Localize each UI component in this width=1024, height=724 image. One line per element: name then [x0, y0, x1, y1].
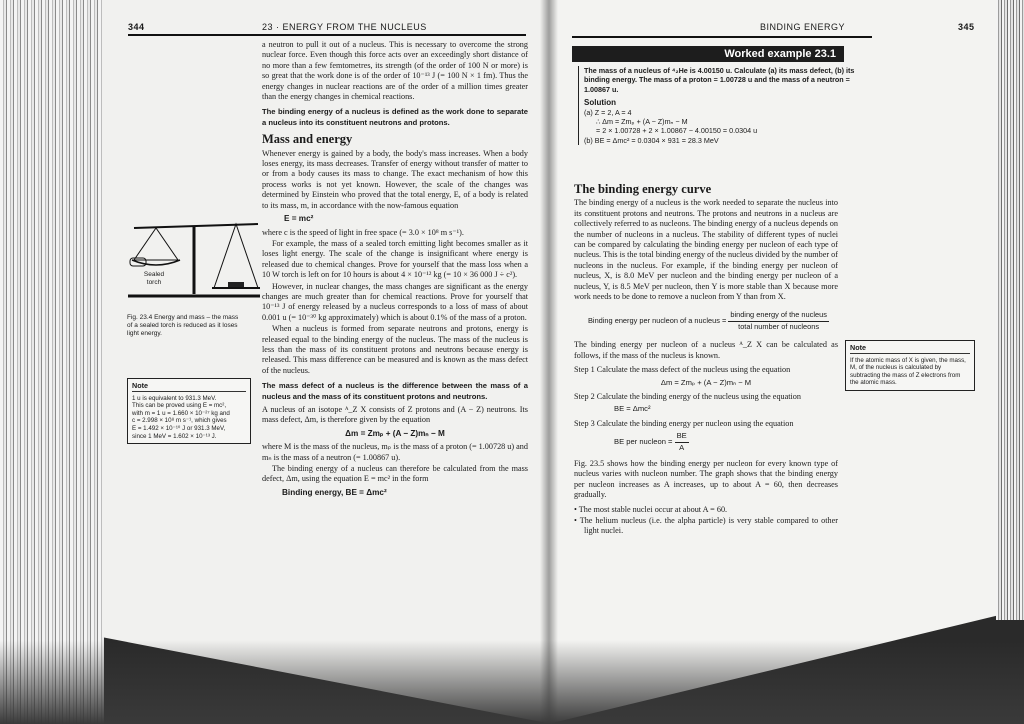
- equation-binding-energy: Binding energy, BE = Δmc²: [282, 487, 387, 497]
- equation-emc2: E = mc²: [284, 214, 314, 224]
- solution-line: = 2 × 1.00728 + 2 × 1.00867 − 4.00150 = 0.0304 u: [596, 126, 758, 136]
- step-1-equation: Δm = Zmₚ + (A − Z)mₙ − M: [660, 377, 752, 387]
- note-line: 1 u is equivalent to 931.3 MeV.: [132, 394, 217, 402]
- header-rule-left: [128, 34, 526, 36]
- note-line: This can be proved using E = mc²,: [132, 402, 227, 410]
- step-2: Step 2 Calculate the binding energy of the nucleus using the equation: [574, 391, 801, 401]
- solution-label: Solution: [584, 98, 616, 108]
- equation-mass-defect: Δm = Zmₚ + (A − Z)mₙ − M: [345, 428, 445, 438]
- definition-binding-energy: The binding energy of a nucleus is defined as the work done to separate a nucleus into its constituent neutrons and protons.: [262, 107, 528, 127]
- step-1: Step 1 Calculate the mass defect of the nucleus using the equation: [574, 365, 791, 375]
- where-paragraph: where M is the mass of the nucleus, mₚ is the mass of a proton (= 1.00728 u) and mₙ is the mass of a neutron (= 1.00867 u).: [262, 442, 528, 462]
- curve-paragraph: Fig. 23.5 shows how the binding energy per nucleon for every known type of nucleus varies with nucleon number. The graph shows that the binding energy per nucleon increases as A increases, up to about A = 60, then decreases gradually.: [574, 458, 838, 500]
- note-box-left: [127, 378, 251, 444]
- section-heading-mass-energy: Mass and energy: [262, 132, 353, 147]
- formula-denominator: total number of nucleons: [738, 321, 820, 331]
- step-3-numerator: BE: [675, 431, 689, 442]
- curve-paragraph: The binding energy per nucleon of a nucleus ᴬ_Z X can be calculated as follows, if the mass of the nucleus is known.: [574, 340, 838, 360]
- right-main-column: [574, 178, 838, 538]
- page-number-left: 344: [128, 22, 145, 32]
- formula-fraction: [728, 310, 829, 332]
- worked-example-banner: Worked example 23.1: [572, 46, 844, 62]
- definition-mass-defect: The mass defect of a nucleus is the difference between the mass of a nucleus and the mass of its constituent protons and neutrons.: [262, 381, 528, 401]
- step-3: Step 3 Calculate the binding energy per nucleon using the equation: [574, 418, 794, 428]
- formula-numerator: binding energy of the nucleus: [728, 310, 829, 321]
- formula-binding-per-nucleon: [588, 310, 838, 332]
- note-line: E = 1.492 × 10⁻¹⁰ J or 931.3 MeV,: [132, 424, 226, 432]
- mass-energy-paragraph: When a nucleus is formed from separate neutrons and protons, energy is released equal to the binding energy of the nucleus. The mass of the nucleus is less than the mass of its constituent protons and neutrons because energy is released. This mass difference can be measured and is known as the mass defect of the nucleus.: [262, 324, 528, 375]
- solution-line: (a) Z = 2, A = 4: [584, 107, 632, 117]
- step-3-fraction: [675, 431, 689, 453]
- note-line: c = 2.998 × 10⁸ m s⁻¹, which gives: [132, 417, 227, 425]
- page-number-right: 345: [958, 22, 975, 32]
- running-header-left: 23 · ENERGY FROM THE NUCLEUS: [262, 22, 427, 32]
- step-3-denominator: A: [679, 442, 685, 452]
- bullet-text: The helium nucleus (i.e. the alpha particle) is very stable compared to other light nuclei.: [579, 515, 839, 536]
- note-text: If the atomic mass of X is given, the mass, M, of the nucleus is calculated by subtracting the mass of Z electrons from the atomic mass.: [850, 356, 966, 387]
- solution-line: ∴ Δm = Zmₚ + (A − Z)mₙ − M: [596, 117, 688, 127]
- intro-paragraph: a neutron to pull it out of a nucleus. This is necessary to overcome the strong nuclear force. Even though this force acts over an exceedingly short distance of no more than a few femtometres, its strength (of the order of 100 N or more) is so great that the work done is of the order of 10⁻¹³ J (= 100 N × 1 fm). Thus the energy changes in nuclear reactions are of the order of a million times greater than the energy changes in chemical reactions.: [262, 40, 528, 102]
- mass-energy-paragraph: However, in nuclear changes, the mass changes are significant as the energy changes are much greater than for chemical reactions. Prove for yourself that 10⁻¹³ J of energy released by a nucleus corresponds to a loss of mass of about 0.001 u (= 10⁻³⁰ kg approximately) which is about 0.1% of the mass of a proton.: [262, 281, 528, 322]
- note-title: Note: [850, 344, 970, 354]
- step-2-equation: BE = Δmc²: [614, 404, 651, 414]
- section-heading-binding-curve: The binding energy curve: [574, 182, 712, 196]
- figure-caption: Fig. 23.4 Energy and mass – the mass of a sealed torch is reduced as it loses light energy.: [127, 314, 239, 337]
- formula-lhs: Binding energy per nucleon of a nucleus =: [588, 316, 727, 326]
- book-gutter: [540, 0, 558, 724]
- right-page-stack: [996, 0, 1024, 620]
- bullet-text: The most stable nuclei occur at about A = 60.: [578, 504, 728, 514]
- mass-energy-paragraph: Whenever energy is gained by a body, the body's mass increases. When a body loses energy, its mass decreases. Transfer of energy without transfer of matter to or from a body causes its mass to change. The exact mechanism of how this process works is not yet known. However, the scale of the changes was determined by Einstein who proved that the total energy, E, of a body is related to its mass, m, in accordance with the now-famous equation: [262, 148, 528, 210]
- running-header-right: BINDING ENERGY: [760, 22, 846, 32]
- worked-example-question: The mass of a nucleus of ⁴₂He is 4.00150 u. Calculate (a) its mass defect, (b) its binding energy. The mass of a proton = 1.00728 u and the mass of a neutron = 1.00867 u.: [584, 66, 855, 94]
- note-title: Note: [132, 382, 246, 392]
- left-main-column: [262, 40, 528, 501]
- left-page-stack: [0, 0, 104, 724]
- bullet-item: • The helium nucleus (i.e. the alpha particle) is very stable compared to other light nuclei.: [574, 515, 839, 536]
- solution-line: (b) BE = Δmc² = 0.0304 × 931 = 28.3 MeV: [584, 135, 719, 145]
- bullet-item: • The most stable nuclei occur at about A = 60.: [574, 504, 728, 514]
- note-box-right: [845, 340, 975, 391]
- step-3-lhs: BE per nucleon =: [614, 437, 673, 447]
- header-rule-right: [572, 36, 872, 38]
- step-3-equation: [574, 431, 838, 453]
- figure-label-torch: Sealed torch: [143, 271, 165, 286]
- balance-scale-figure: [128, 208, 268, 312]
- note-line: since 1 MeV = 1.602 × 10⁻¹³ J.: [132, 432, 217, 440]
- binding-paragraph: The binding energy of a nucleus can therefore be calculated from the mass defect, Δm, using the equation E = mc² in the form: [262, 464, 528, 484]
- isotope-paragraph: A nucleus of an isotope ᴬ_Z X consists of Z protons and (A − Z) neutrons. Its mass defect, Δm, is therefore given by the equation: [262, 405, 528, 425]
- note-line: with m = 1 u = 1.660 × 10⁻²⁷ kg and: [132, 409, 230, 417]
- worked-example-body: [578, 66, 864, 145]
- mass-energy-paragraph: For example, the mass of a sealed torch emitting light becomes smaller as it loses light energy. The scale of the change is insignificant where energy is released due to chemical changes. Prove for yourself that the mass loss when a 10 W torch is left on for 10 hours is about 4 × 10⁻¹² kg (= 10 × 36 000 J ÷ c²).: [262, 238, 528, 280]
- mass-energy-paragraph: where c is the speed of light in free space (= 3.0 × 10⁸ m s⁻¹).: [262, 227, 464, 237]
- curve-paragraph: The binding energy of a nucleus is the work needed to separate the nucleus into its constituent protons and neutrons. The protons and neutrons in a nucleus are collectively referred to as nucleons. The binding energy of a nucleus depends on the number of nucleons in a nucleus. The stability of different types of nuclei can be compared by calculating the binding energy per nucleon of each type of nucleus. This is the total binding energy of the nucleus divided by the number of nucleons in the nucleus. For example, if the binding energy per nucleon of nucleus, X, is 8.0 MeV per nucleon and the binding energy per nucleon of a nucleus, Y, is 8.5 MeV per nucleon, then Y is more stable than X because more work needs to be done to remove a nucleon from Y than from X.: [574, 198, 838, 302]
